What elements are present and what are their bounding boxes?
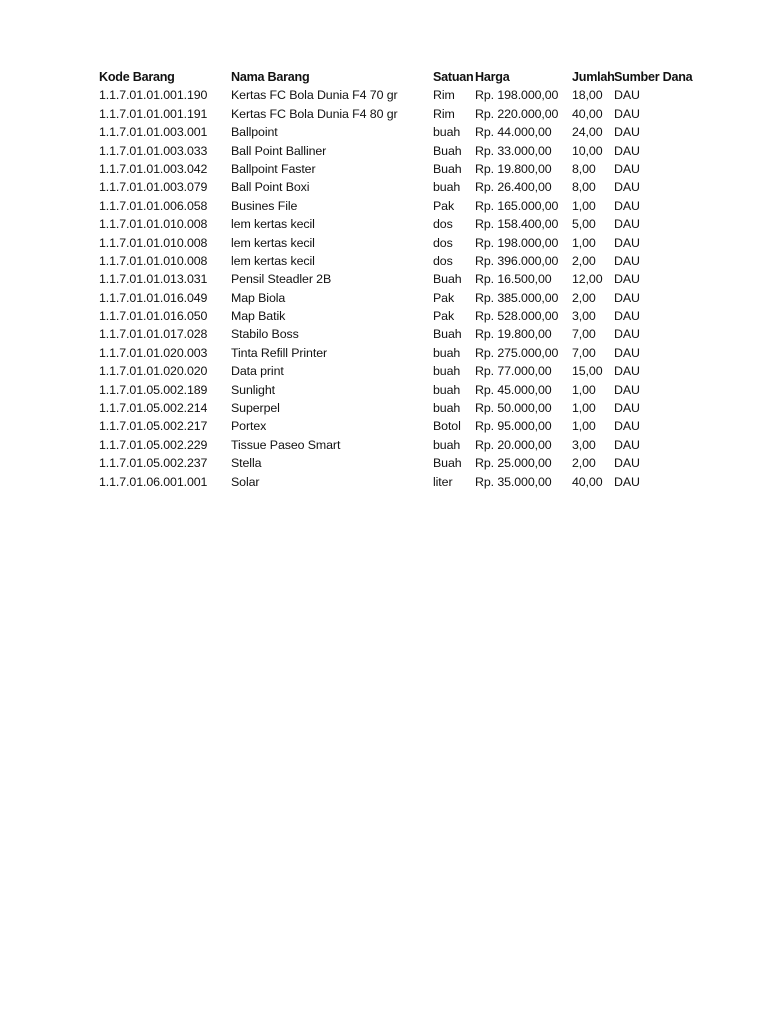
cell-harga: Rp. 25.000,00 [475,456,552,471]
cell-sumber-dana: DAU [614,88,640,103]
header-nama-barang: Nama Barang [231,70,310,84]
cell-satuan: Pak [433,198,455,213]
cell-kode-barang: 1.1.7.01.05.002.237 [99,456,208,471]
cell-satuan: Buah [433,327,462,342]
cell-harga: Rp. 50.000,00 [475,401,552,416]
table-row [0,454,768,472]
table-row [0,178,768,196]
cell-kode-barang: 1.1.7.01.01.006.058 [99,198,208,213]
cell-satuan: Pak [433,290,455,305]
cell-kode-barang: 1.1.7.01.01.016.050 [99,309,208,324]
cell-jumlah: 40,00 [572,106,603,121]
cell-sumber-dana: DAU [614,309,640,324]
cell-satuan: Buah [433,161,462,176]
cell-kode-barang: 1.1.7.01.01.017.028 [99,327,208,342]
cell-jumlah: 24,00 [572,125,603,140]
cell-satuan: Buah [433,143,462,158]
cell-harga: Rp. 35.000,00 [475,474,552,489]
table-row [0,105,768,123]
cell-harga: Rp. 198.000,00 [475,88,559,103]
cell-nama-barang: Ball Point Boxi [231,180,310,195]
cell-sumber-dana: DAU [614,125,640,140]
cell-harga: Rp. 19.800,00 [475,327,552,342]
cell-harga: Rp. 220.000,00 [475,106,559,121]
cell-satuan: buah [433,382,461,397]
cell-jumlah: 1,00 [572,198,596,213]
cell-nama-barang: Sunlight [231,382,275,397]
cell-satuan: liter [433,474,453,489]
cell-satuan: buah [433,364,461,379]
table-row [0,344,768,362]
table-header-row [0,68,768,86]
table-row [0,399,768,417]
cell-sumber-dana: DAU [614,235,640,250]
cell-jumlah: 2,00 [572,290,596,305]
cell-nama-barang: lem kertas kecil [231,253,315,268]
cell-kode-barang: 1.1.7.01.01.003.033 [99,143,208,158]
cell-sumber-dana: DAU [614,106,640,121]
cell-nama-barang: Ballpoint Faster [231,161,316,176]
table-row [0,142,768,160]
cell-jumlah: 18,00 [572,88,603,103]
cell-satuan: dos [433,217,453,232]
cell-nama-barang: Tissue Paseo Smart [231,437,341,452]
table-row [0,381,768,399]
cell-sumber-dana: DAU [614,401,640,416]
cell-harga: Rp. 77.000,00 [475,364,552,379]
cell-kode-barang: 1.1.7.01.05.002.217 [99,419,208,434]
cell-nama-barang: Ball Point Balliner [231,143,327,158]
cell-satuan: Rim [433,106,455,121]
cell-kode-barang: 1.1.7.01.01.003.001 [99,125,208,140]
cell-jumlah: 1,00 [572,401,596,416]
cell-sumber-dana: DAU [614,198,640,213]
cell-harga: Rp. 45.000,00 [475,382,552,397]
cell-harga: Rp. 19.800,00 [475,161,552,176]
cell-nama-barang: Stabilo Boss [231,327,299,342]
cell-nama-barang: Tinta Refill Printer [231,345,328,360]
table-row [0,270,768,288]
cell-sumber-dana: DAU [614,456,640,471]
cell-kode-barang: 1.1.7.01.01.003.079 [99,180,208,195]
cell-jumlah: 1,00 [572,419,596,434]
cell-sumber-dana: DAU [614,364,640,379]
cell-kode-barang: 1.1.7.01.01.010.008 [99,235,208,250]
cell-harga: Rp. 165.000,00 [475,198,559,213]
inventory-table [0,68,768,491]
cell-satuan: dos [433,235,453,250]
table-body [0,86,768,491]
cell-kode-barang: 1.1.7.01.01.013.031 [99,272,208,287]
cell-jumlah: 40,00 [572,474,603,489]
table-row [0,473,768,491]
cell-harga: Rp. 385.000,00 [475,290,559,305]
table-row [0,123,768,141]
cell-sumber-dana: DAU [614,382,640,397]
cell-nama-barang: Data print [231,364,284,379]
cell-kode-barang: 1.1.7.01.06.001.001 [99,474,208,489]
header-sumber-dana: Sumber Dana [614,70,693,84]
cell-sumber-dana: DAU [614,419,640,434]
table-row [0,289,768,307]
cell-jumlah: 8,00 [572,161,596,176]
header-jumlah: Jumlah [572,70,615,84]
cell-jumlah: 7,00 [572,327,596,342]
cell-sumber-dana: DAU [614,143,640,158]
cell-satuan: dos [433,253,453,268]
cell-jumlah: 10,00 [572,143,603,158]
cell-kode-barang: 1.1.7.01.01.016.049 [99,290,208,305]
cell-jumlah: 7,00 [572,345,596,360]
header-harga: Harga [475,70,510,84]
cell-sumber-dana: DAU [614,474,640,489]
cell-sumber-dana: DAU [614,272,640,287]
cell-nama-barang: Kertas FC Bola Dunia F4 80 gr [231,106,398,121]
table-row [0,234,768,252]
table-row [0,197,768,215]
cell-harga: Rp. 16.500,00 [475,272,552,287]
cell-nama-barang: Portex [231,419,267,434]
cell-sumber-dana: DAU [614,180,640,195]
cell-nama-barang: Ballpoint [231,125,278,140]
cell-jumlah: 5,00 [572,217,596,232]
cell-satuan: Buah [433,456,462,471]
cell-kode-barang: 1.1.7.01.05.002.214 [99,401,208,416]
table-row [0,307,768,325]
cell-satuan: buah [433,437,461,452]
cell-harga: Rp. 198.000,00 [475,235,559,250]
cell-harga: Rp. 33.000,00 [475,143,552,158]
cell-harga: Rp. 44.000,00 [475,125,552,140]
table-row [0,86,768,104]
cell-jumlah: 2,00 [572,253,596,268]
cell-kode-barang: 1.1.7.01.01.020.020 [99,364,208,379]
cell-kode-barang: 1.1.7.01.05.002.189 [99,382,208,397]
cell-nama-barang: Kertas FC Bola Dunia F4 70 gr [231,88,398,103]
cell-kode-barang: 1.1.7.01.01.020.003 [99,345,208,360]
cell-kode-barang: 1.1.7.01.01.001.190 [99,88,208,103]
cell-harga: Rp. 95.000,00 [475,419,552,434]
cell-sumber-dana: DAU [614,290,640,305]
cell-nama-barang: Busines File [231,198,298,213]
cell-kode-barang: 1.1.7.01.01.003.042 [99,161,208,176]
cell-jumlah: 8,00 [572,180,596,195]
cell-nama-barang: Superpel [231,401,280,416]
table-row [0,417,768,435]
cell-kode-barang: 1.1.7.01.05.002.229 [99,437,208,452]
cell-satuan: buah [433,345,461,360]
cell-sumber-dana: DAU [614,253,640,268]
table-row [0,252,768,270]
cell-jumlah: 1,00 [572,235,596,250]
cell-kode-barang: 1.1.7.01.01.001.191 [99,106,208,121]
cell-jumlah: 15,00 [572,364,603,379]
cell-satuan: buah [433,401,461,416]
cell-nama-barang: lem kertas kecil [231,235,315,250]
cell-jumlah: 12,00 [572,272,603,287]
cell-harga: Rp. 26.400,00 [475,180,552,195]
table-row [0,362,768,380]
table-row [0,436,768,454]
cell-nama-barang: lem kertas kecil [231,217,315,232]
cell-satuan: buah [433,180,461,195]
header-kode-barang: Kode Barang [99,70,175,84]
cell-nama-barang: Pensil Steadler 2B [231,272,332,287]
cell-sumber-dana: DAU [614,161,640,176]
cell-harga: Rp. 20.000,00 [475,437,552,452]
cell-nama-barang: Stella [231,456,262,471]
table-row [0,215,768,233]
cell-jumlah: 2,00 [572,456,596,471]
table-row [0,325,768,343]
cell-nama-barang: Map Biola [231,290,286,305]
cell-sumber-dana: DAU [614,327,640,342]
cell-harga: Rp. 528.000,00 [475,309,559,324]
cell-jumlah: 3,00 [572,309,596,324]
cell-jumlah: 3,00 [572,437,596,452]
cell-harga: Rp. 158.400,00 [475,217,559,232]
cell-kode-barang: 1.1.7.01.01.010.008 [99,217,208,232]
cell-satuan: buah [433,125,461,140]
cell-harga: Rp. 396.000,00 [475,253,559,268]
cell-satuan: Buah [433,272,462,287]
cell-harga: Rp. 275.000,00 [475,345,559,360]
cell-satuan: Botol [433,419,461,434]
cell-jumlah: 1,00 [572,382,596,397]
cell-sumber-dana: DAU [614,345,640,360]
cell-sumber-dana: DAU [614,217,640,232]
header-satuan: Satuan [433,70,474,84]
cell-kode-barang: 1.1.7.01.01.010.008 [99,253,208,268]
cell-nama-barang: Map Batik [231,309,286,324]
cell-sumber-dana: DAU [614,437,640,452]
cell-nama-barang: Solar [231,474,260,489]
table-row [0,160,768,178]
cell-satuan: Rim [433,88,455,103]
cell-satuan: Pak [433,309,455,324]
